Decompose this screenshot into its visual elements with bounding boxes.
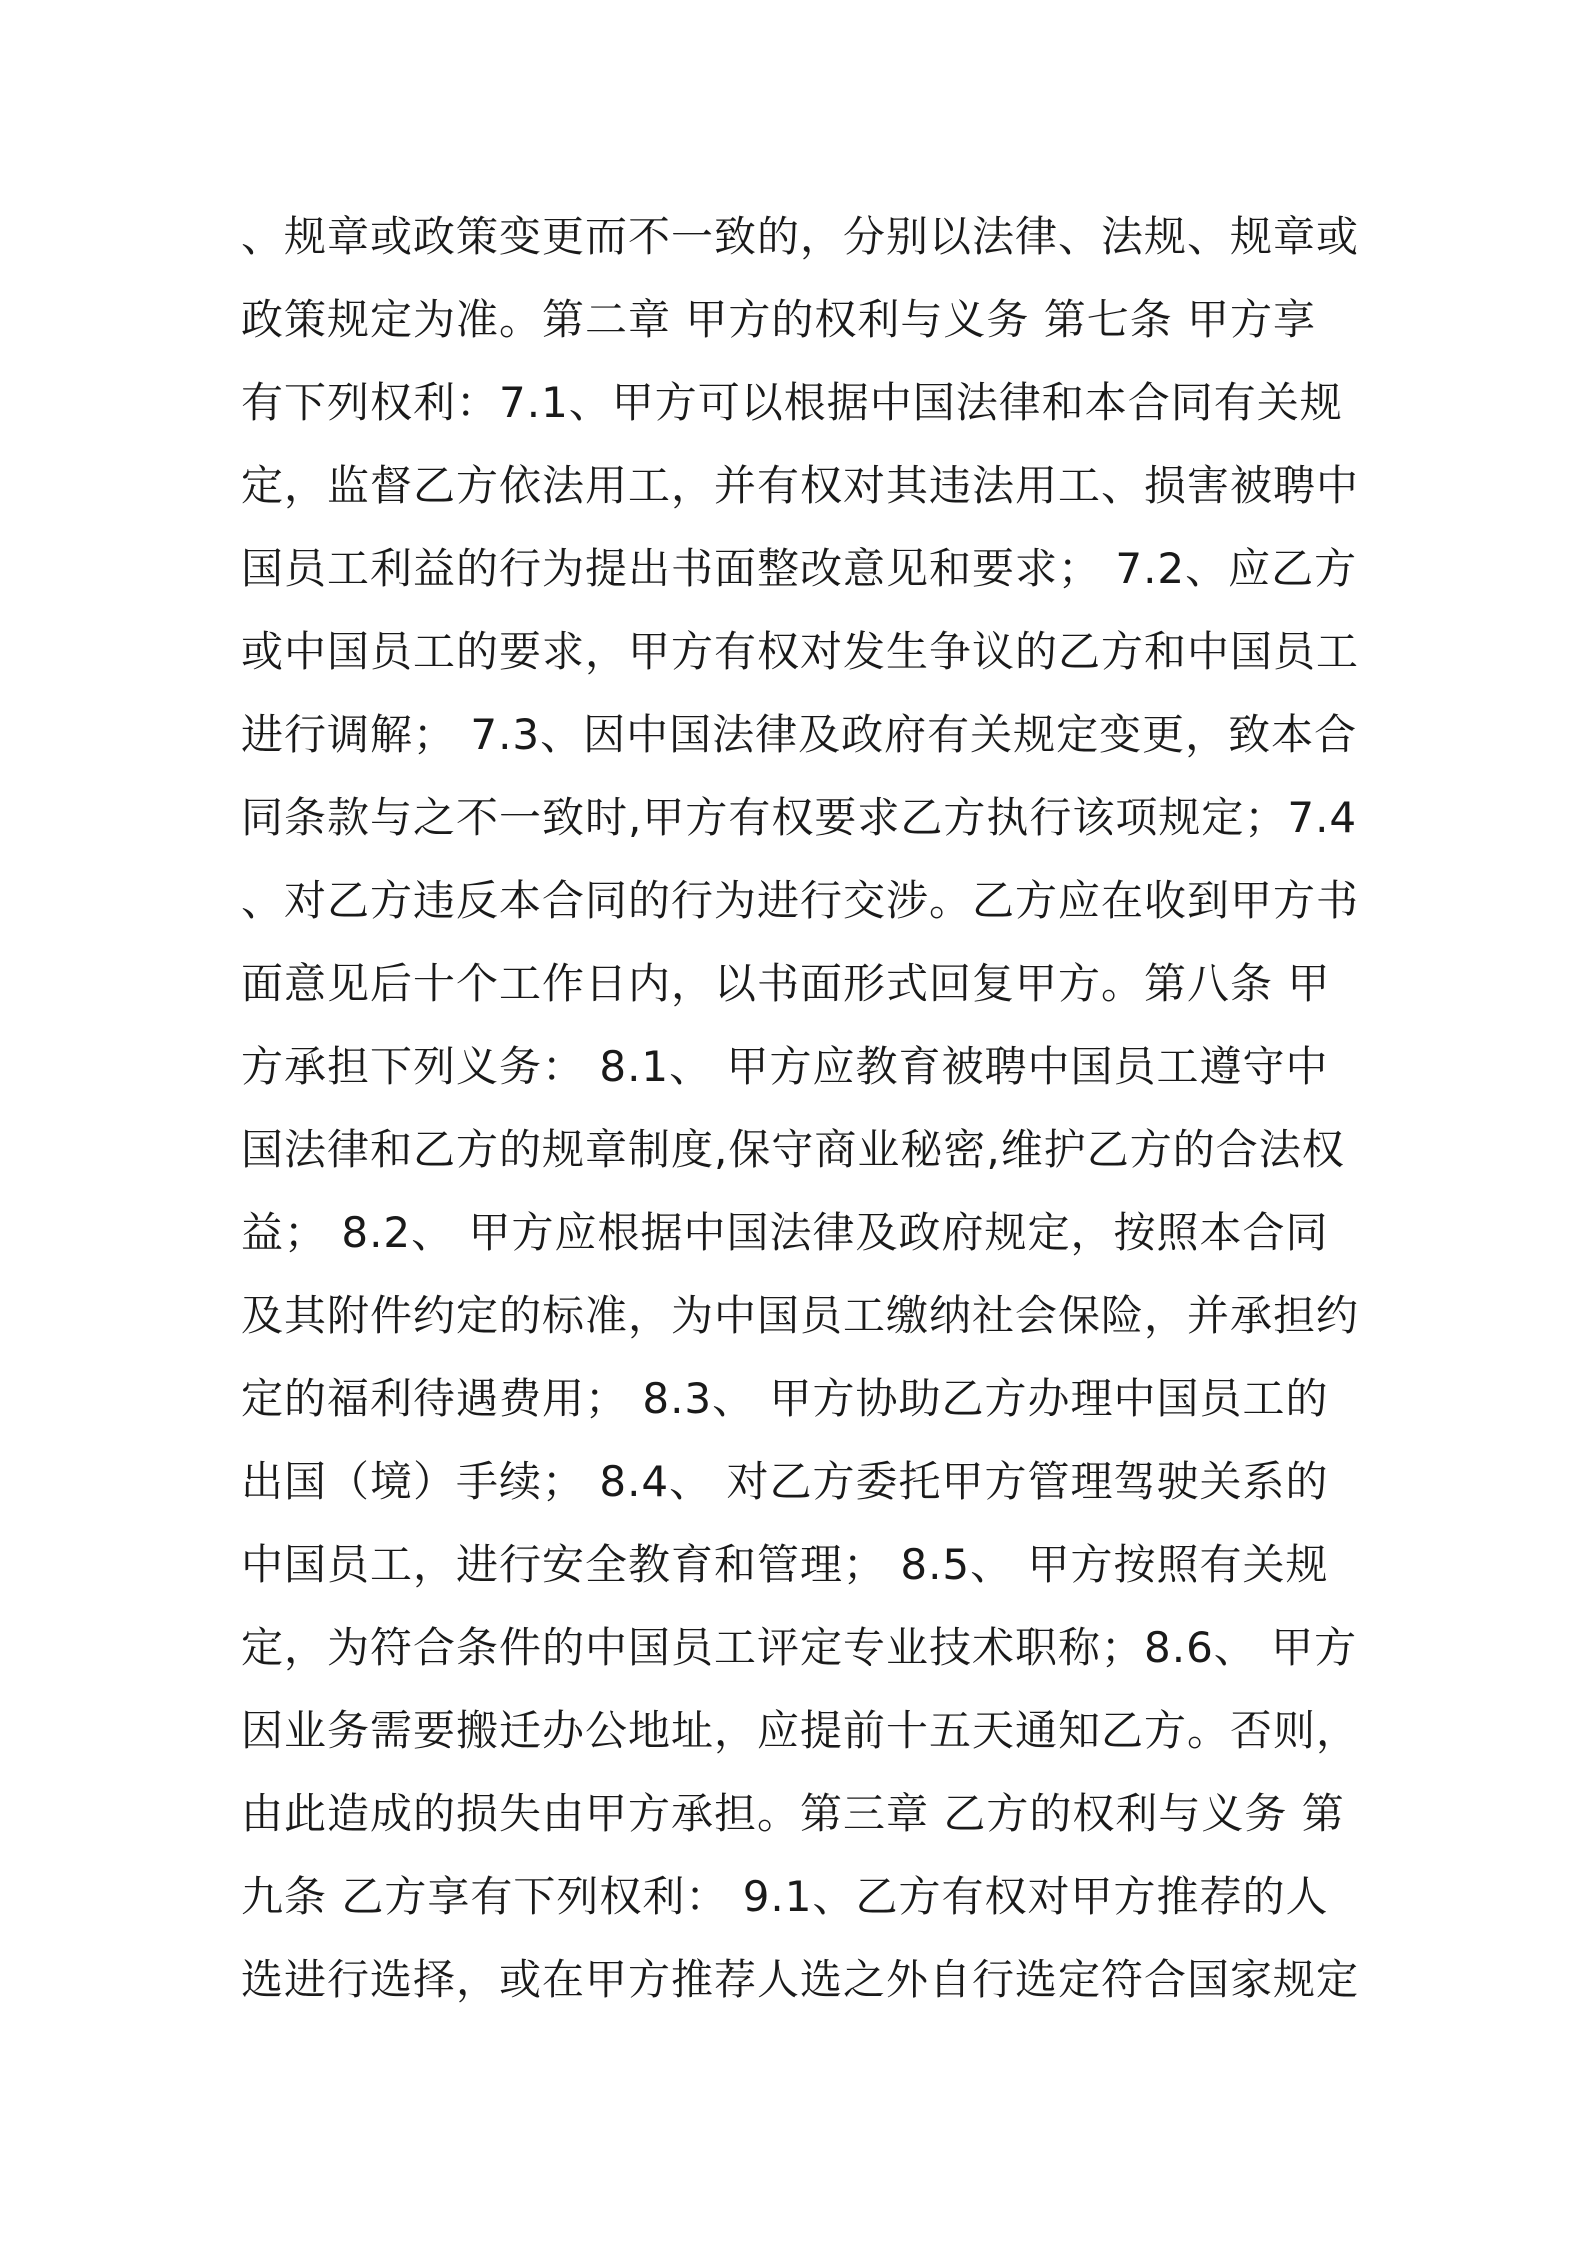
text-line-5: 国员工利益的行为提出书面整改意见和要求； 7.2、应乙方 — [241, 544, 1358, 593]
text-line-7: 进行调解； 7.3、因中国法律及政府有关规定变更，致本合 — [241, 710, 1358, 759]
text-line-15: 定的福利待遇费用； 8.3、 甲方协助乙方办理中国员工的 — [241, 1374, 1329, 1423]
text-line-14: 及其附件约定的标准，为中国员工缴纳社会保险，并承担约 — [241, 1291, 1360, 1340]
text-line-17: 中国员工，进行安全教育和管理； 8.5、 甲方按照有关规 — [241, 1540, 1329, 1589]
text-line-12: 国法律和乙方的规章制度,保守商业秘密,维护乙方的合法权 — [241, 1125, 1345, 1174]
text-line-21: 九条 乙方享有下列权利： 9.1、乙方有权对甲方推荐的人 — [241, 1872, 1329, 1921]
text-line-11: 方承担下列义务： 8.1、 甲方应教育被聘中国员工遵守中 — [241, 1042, 1329, 1091]
text-line-3: 有下列权利：7.1、甲方可以根据中国法律和本合同有关规 — [241, 378, 1343, 427]
text-line-10: 面意见后十个工作日内，以书面形式回复甲方。第八条 甲 — [241, 959, 1331, 1008]
contract-text-body — [241, 195, 1361, 2021]
text-line-4: 定，监督乙方依法用工，并有权对其违法用工、损害被聘中 — [241, 461, 1360, 510]
text-line-1: 、规章或政策变更而不一致的，分别以法律、法规、规章或 — [241, 212, 1360, 261]
text-line-19: 因业务需要搬迁办公地址，应提前十五天通知乙方。否则， — [241, 1706, 1360, 1755]
text-line-6: 或中国员工的要求，甲方有权对发生争议的乙方和中国员工 — [241, 627, 1360, 676]
text-line-8: 同条款与之不一致时,甲方有权要求乙方执行该项规定；7.4 — [241, 793, 1358, 842]
text-line-20: 由此造成的损失由甲方承担。第三章 乙方的权利与义务 第 — [241, 1789, 1345, 1838]
text-line-9: 、对乙方违反本合同的行为进行交涉。乙方应在收到甲方书 — [241, 876, 1360, 925]
text-line-22: 选进行选择，或在甲方推荐人选之外自行选定符合国家规定 — [241, 1955, 1360, 2004]
text-line-16: 出国（境）手续； 8.4、 对乙方委托甲方管理驾驶关系的 — [241, 1457, 1329, 1506]
text-line-13: 益； 8.2、 甲方应根据中国法律及政府规定，按照本合同 — [241, 1208, 1329, 1257]
text-line-18: 定，为符合条件的中国员工评定专业技术职称；8.6、 甲方 — [241, 1623, 1358, 1672]
text-line-2: 政策规定为准。第二章 甲方的权利与义务 第七条 甲方享 — [241, 295, 1317, 344]
